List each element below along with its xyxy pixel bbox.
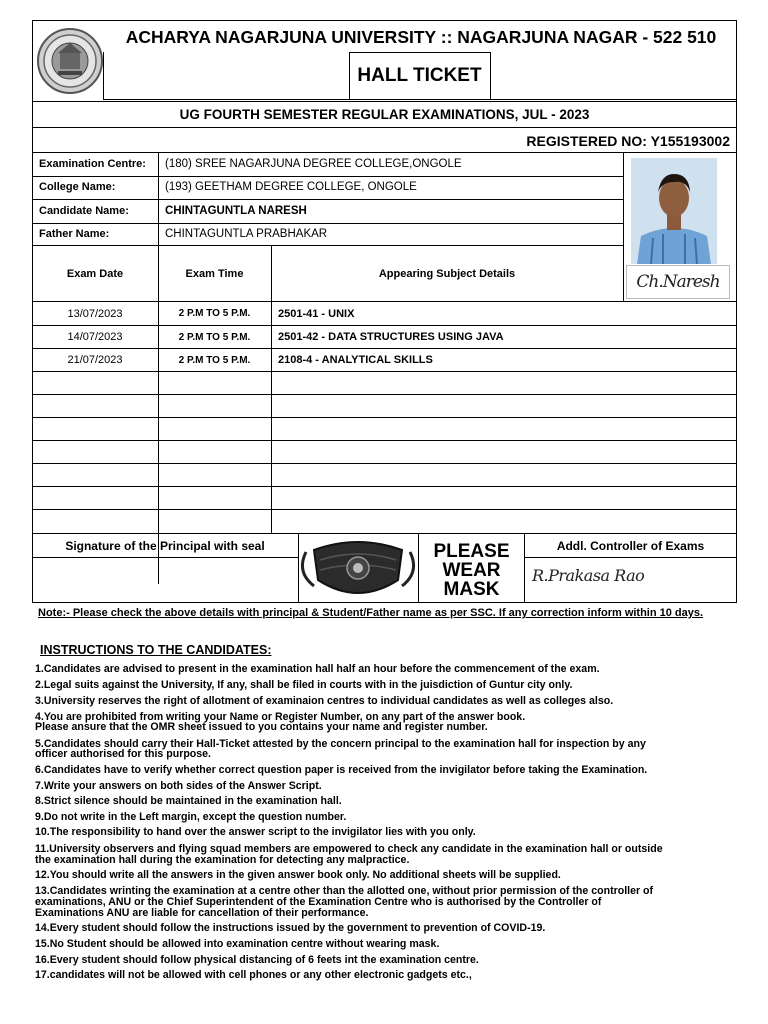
instruction-5-cont: officer authorised for this purpose. [35, 748, 211, 760]
correction-note: Note:- Please check the above details with principal & Student/Father name as per SSC. If any correction inform within 10 days. [38, 607, 704, 619]
hall-ticket-title: HALL TICKET [357, 65, 482, 86]
instruction-6: 6.Candidates have to verify whether correct question paper is received from the invigilator before taking the Examination. [35, 764, 648, 776]
instruction-12: 12.You should write all the answers in the given answer book only. No additional sheets will be supplied. [35, 869, 561, 881]
controller-label: Addl. Controller of Exams [556, 539, 705, 553]
detail-label-centre: Examination Centre: [39, 158, 146, 170]
instruction-8: 8.Strict silence should be maintained in the examination hall. [35, 795, 342, 807]
exam-title: UG FOURTH SEMESTER REGULAR EXAMINATIONS, JUL - 2023 [179, 107, 590, 122]
instruction-16: 16.Every student should follow physical distancing of 6 feets int the examination centre. [35, 954, 479, 966]
candidate-photo [631, 158, 717, 264]
instruction-13: 13.Candidates wrinting the examination at a centre other than the allotted one, without prior permission of the controller of [35, 885, 654, 897]
instruction-5: 5.Candidates should carry their Hall-Ticket attested by the concern principal to the examination hall for inspection by any [35, 738, 646, 750]
instruction-17: 17.candidates will not be allowed with cell phones or any other electronic gadgets etc., [35, 969, 472, 981]
row2-time: 2 P.M TO 5 P.M. [178, 331, 251, 343]
instruction-1: 1.Candidates are advised to present in the examination hall half an hour before the commencement of the exam. [35, 663, 600, 675]
row3-time: 2 P.M TO 5 P.M. [178, 354, 251, 366]
mask-notice-line2: WEAR [442, 560, 501, 581]
mask-image [300, 536, 416, 602]
instruction-4: 4.You are prohibited from writing your Name or Register Number, on any part of the answer book. [35, 711, 526, 723]
instruction-11: 11.University observers and flying squad members are empowered to check any candidate in the examination hall or outside [35, 843, 663, 855]
instruction-14: 14.Every student should follow the instructions issued by the government to prevention of COVID-19. [35, 922, 546, 934]
instruction-13-cont1: examinations, ANU or the Chief Superintendent of the Examination Centre who is authorised by the Controller of [35, 896, 602, 908]
instructions-title: INSTRUCTIONS TO THE CANDIDATES: [40, 643, 272, 657]
detail-label-candidate: Candidate Name: [39, 204, 129, 217]
detail-label-father: Father Name: [39, 228, 110, 240]
detail-value-candidate: CHINTAGUNTLA NARESH [165, 204, 307, 217]
controller-signature [532, 566, 682, 596]
controller-signature-text: R.Prakasa Rao [532, 566, 645, 585]
candidate-signature [626, 265, 730, 299]
instruction-4-cont: Please ansure that the OMR sheet issued to you contains your name and register number. [35, 721, 488, 733]
detail-value-college: (193) GEETHAM DEGREE COLLEGE, ONGOLE [165, 181, 417, 193]
detail-value-father: CHINTAGUNTLA PRABHAKAR [165, 228, 328, 240]
university-logo [36, 27, 104, 95]
col-header-subject: Appearing Subject Details [378, 267, 516, 280]
row3-subject: 2108-4 - ANALYTICAL SKILLS [278, 354, 433, 366]
instruction-3: 3.University reserves the right of allotment of examinaion centres to individual candidates as well as colleges also. [35, 695, 614, 707]
instruction-13-cont2: Examinations ANU are liable for cancellation of their performance. [35, 907, 369, 919]
row1-time: 2 P.M TO 5 P.M. [178, 308, 251, 319]
row1-subject: 2501-41 - UNIX [278, 307, 355, 320]
mask-notice [420, 542, 523, 599]
col-header-time: Exam Time [185, 267, 244, 280]
university-name: ACHARYA NAGARJUNA UNIVERSITY :: NAGARJUNA NAGAR - 522 510 [125, 27, 717, 47]
instruction-10: 10.The responsibility to hand over the answer script to the invigilator lies with you only. [35, 826, 476, 838]
mask-notice-line1: PLEASE [433, 541, 510, 562]
row1-date: 13/07/2023 [67, 307, 123, 320]
row2-subject: 2501-42 - DATA STRUCTURES USING JAVA [278, 331, 504, 343]
candidate-signature-text: Ch.Naresh [636, 272, 720, 292]
instruction-11-cont: the examination hall during the examination for detecting any malpractice. [35, 854, 410, 866]
mask-notice-line3: MASK [443, 579, 500, 600]
instruction-2: 2.Legal suits against the University, If any, shall be filed in courts with in the juisdiction of Guntur city only. [35, 679, 573, 691]
detail-value-centre: (180) SREE NAGARJUNA DEGREE COLLEGE,ONGOLE [165, 158, 462, 170]
row2-date: 14/07/2023 [67, 331, 123, 343]
instruction-15: 15.No Student should be allowed into examination centre without wearing mask. [35, 938, 440, 950]
col-header-date: Exam Date [66, 267, 124, 280]
principal-signature-label: Signature of the Principal with seal [65, 539, 265, 553]
detail-label-college: College Name: [39, 181, 116, 193]
instruction-7: 7.Write your answers on both sides of the Answer Script. [35, 780, 322, 792]
registered-number: REGISTERED NO: Y155193002 [526, 133, 730, 149]
row3-date: 21/07/2023 [67, 354, 123, 366]
instruction-9: 9.Do not write in the Left margin, except the question number. [35, 811, 347, 823]
